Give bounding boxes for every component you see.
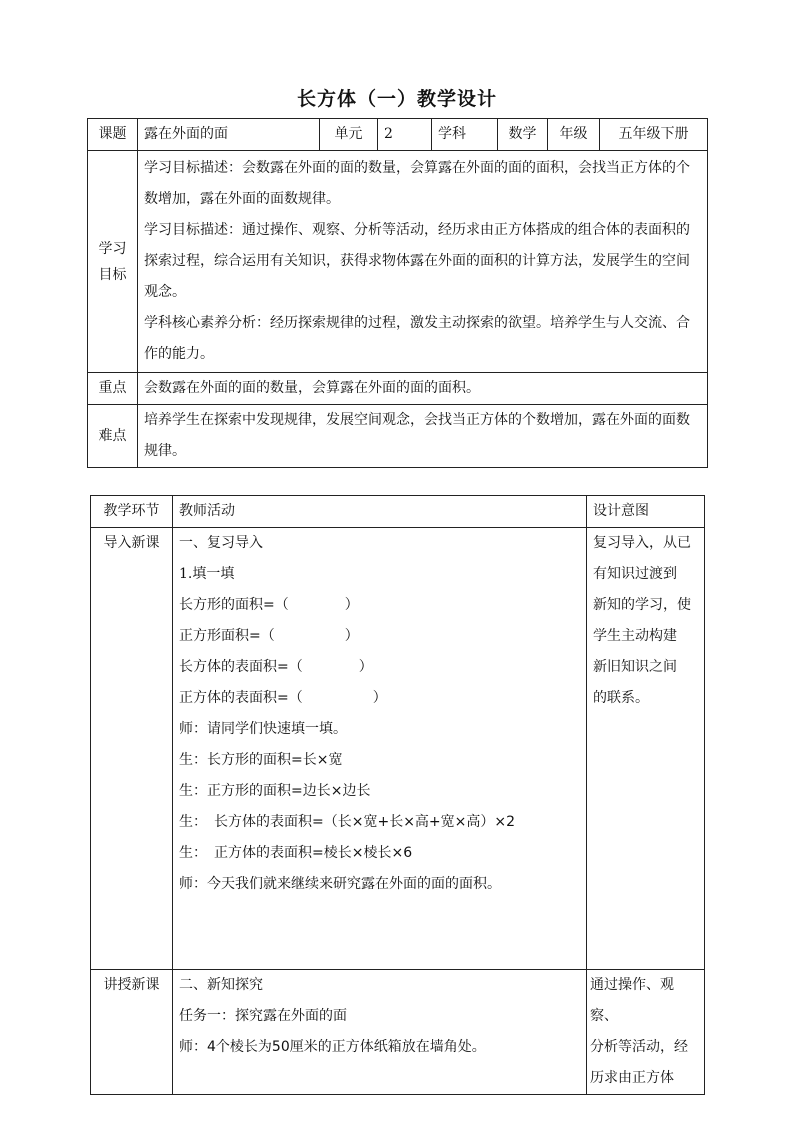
activity-line: 任务一：探究露在外面的面: [179, 1008, 347, 1024]
activity-line: 长方形的面积=（ ）: [179, 597, 359, 613]
activity-line: 二、新知探究: [179, 977, 263, 993]
activity-line: 1.填一填: [179, 566, 235, 582]
info-table: [87, 118, 708, 468]
activity-line: 师：4个棱长为50厘米的正方体纸箱放在墙角处。: [179, 1039, 486, 1055]
process-header-row: [91, 496, 705, 528]
objective-paragraph: 学习目标描述：会数露在外面的面的数量，会算露在外面的面的面积，会找当正方体的个数增加，露在外面的面数规律。: [144, 160, 690, 207]
header-intent: 设计意图: [587, 496, 705, 528]
process-row-intro: [91, 528, 705, 970]
objectives-label-line2: 目标: [98, 266, 127, 283]
intent-cell: [587, 528, 705, 970]
objectives-row: [88, 151, 708, 373]
activity-line: 生： 长方体的表面积=（长×宽+长×高+宽×高）×2: [179, 814, 516, 830]
header-stage: 教学环节: [91, 496, 173, 528]
key-point-text: 会数露在外面的面的数量，会算露在外面的面的面积。: [138, 373, 708, 405]
activity-line: 一、复习导入: [179, 535, 263, 551]
activity-cell: [173, 528, 587, 970]
intent-line: 有知识过渡到: [593, 566, 677, 582]
activity-line: 正方体的表面积=（ ）: [179, 690, 387, 706]
header-activity: 教师活动: [173, 496, 587, 528]
intent-cell: [587, 970, 705, 1095]
objective-paragraph: 学科核心素养分析：经历探索规律的过程，激发主动探索的欲望。培养学生与人交流、合作的能力。: [144, 315, 690, 362]
stage-cell: 讲授新课: [91, 970, 173, 1095]
difficulty-label: 难点: [88, 405, 138, 468]
grade-value: 五年级下册: [600, 119, 708, 151]
activity-line: 正方形面积=（ ）: [179, 628, 359, 644]
intent-line: 新知的学习，使: [593, 597, 691, 613]
info-header-row: [88, 119, 708, 151]
objectives-content: [138, 151, 708, 373]
unit-value: 2: [378, 119, 432, 151]
objectives-label: [88, 151, 138, 373]
intent-line: 的联系。: [593, 690, 649, 706]
key-point-row: [88, 373, 708, 405]
objectives-label-line1: 学习: [98, 240, 127, 257]
key-point-label: 重点: [88, 373, 138, 405]
intent-line: 历求由正方体: [590, 1070, 674, 1086]
intent-line: 复习导入，从已: [593, 535, 691, 551]
objective-paragraph: 学习目标描述：通过操作、观察、分析等活动，经历求由正方体搭成的组合体的表面积的探索过程，综合运用有关知识，获得求物体露在外面的面积的计算方法，发展学生的空间观念。: [144, 222, 690, 300]
intent-line: 通过操作、观察、: [590, 977, 674, 1024]
difficulty-row: [88, 405, 708, 468]
activity-line: 生：长方形的面积=长×宽: [179, 752, 343, 768]
unit-label: 单元: [320, 119, 378, 151]
grade-label: 年级: [548, 119, 600, 151]
topic-label: 课题: [88, 119, 138, 151]
activity-line: 师：请同学们快速填一填。: [179, 721, 347, 737]
teaching-process-table: [90, 495, 705, 1095]
activity-line: 师：今天我们就来继续来研究露在外面的面的面积。: [179, 876, 501, 892]
subject-label: 学科: [432, 119, 498, 151]
process-row-new: [91, 970, 705, 1095]
activity-line: 长方体的表面积=（ ）: [179, 659, 373, 675]
activity-cell: [173, 970, 587, 1095]
intent-line: 新旧知识之间: [593, 659, 677, 675]
stage-cell: 导入新课: [91, 528, 173, 970]
activity-line: 生： 正方体的表面积=棱长×棱长×6: [179, 845, 413, 861]
intent-line: 学生主动构建: [593, 628, 677, 644]
difficulty-text: 培养学生在探索中发现规律，发展空间观念，会找当正方体的个数增加，露在外面的面数规律。: [138, 405, 708, 468]
subject-value: 数学: [498, 119, 548, 151]
page-title: 长方体（一）教学设计: [296, 88, 497, 110]
activity-line: 生：正方形的面积=边长×边长: [179, 783, 371, 799]
intent-line: 分析等活动，经: [590, 1039, 688, 1055]
topic-value: 露在外面的面: [138, 119, 320, 151]
